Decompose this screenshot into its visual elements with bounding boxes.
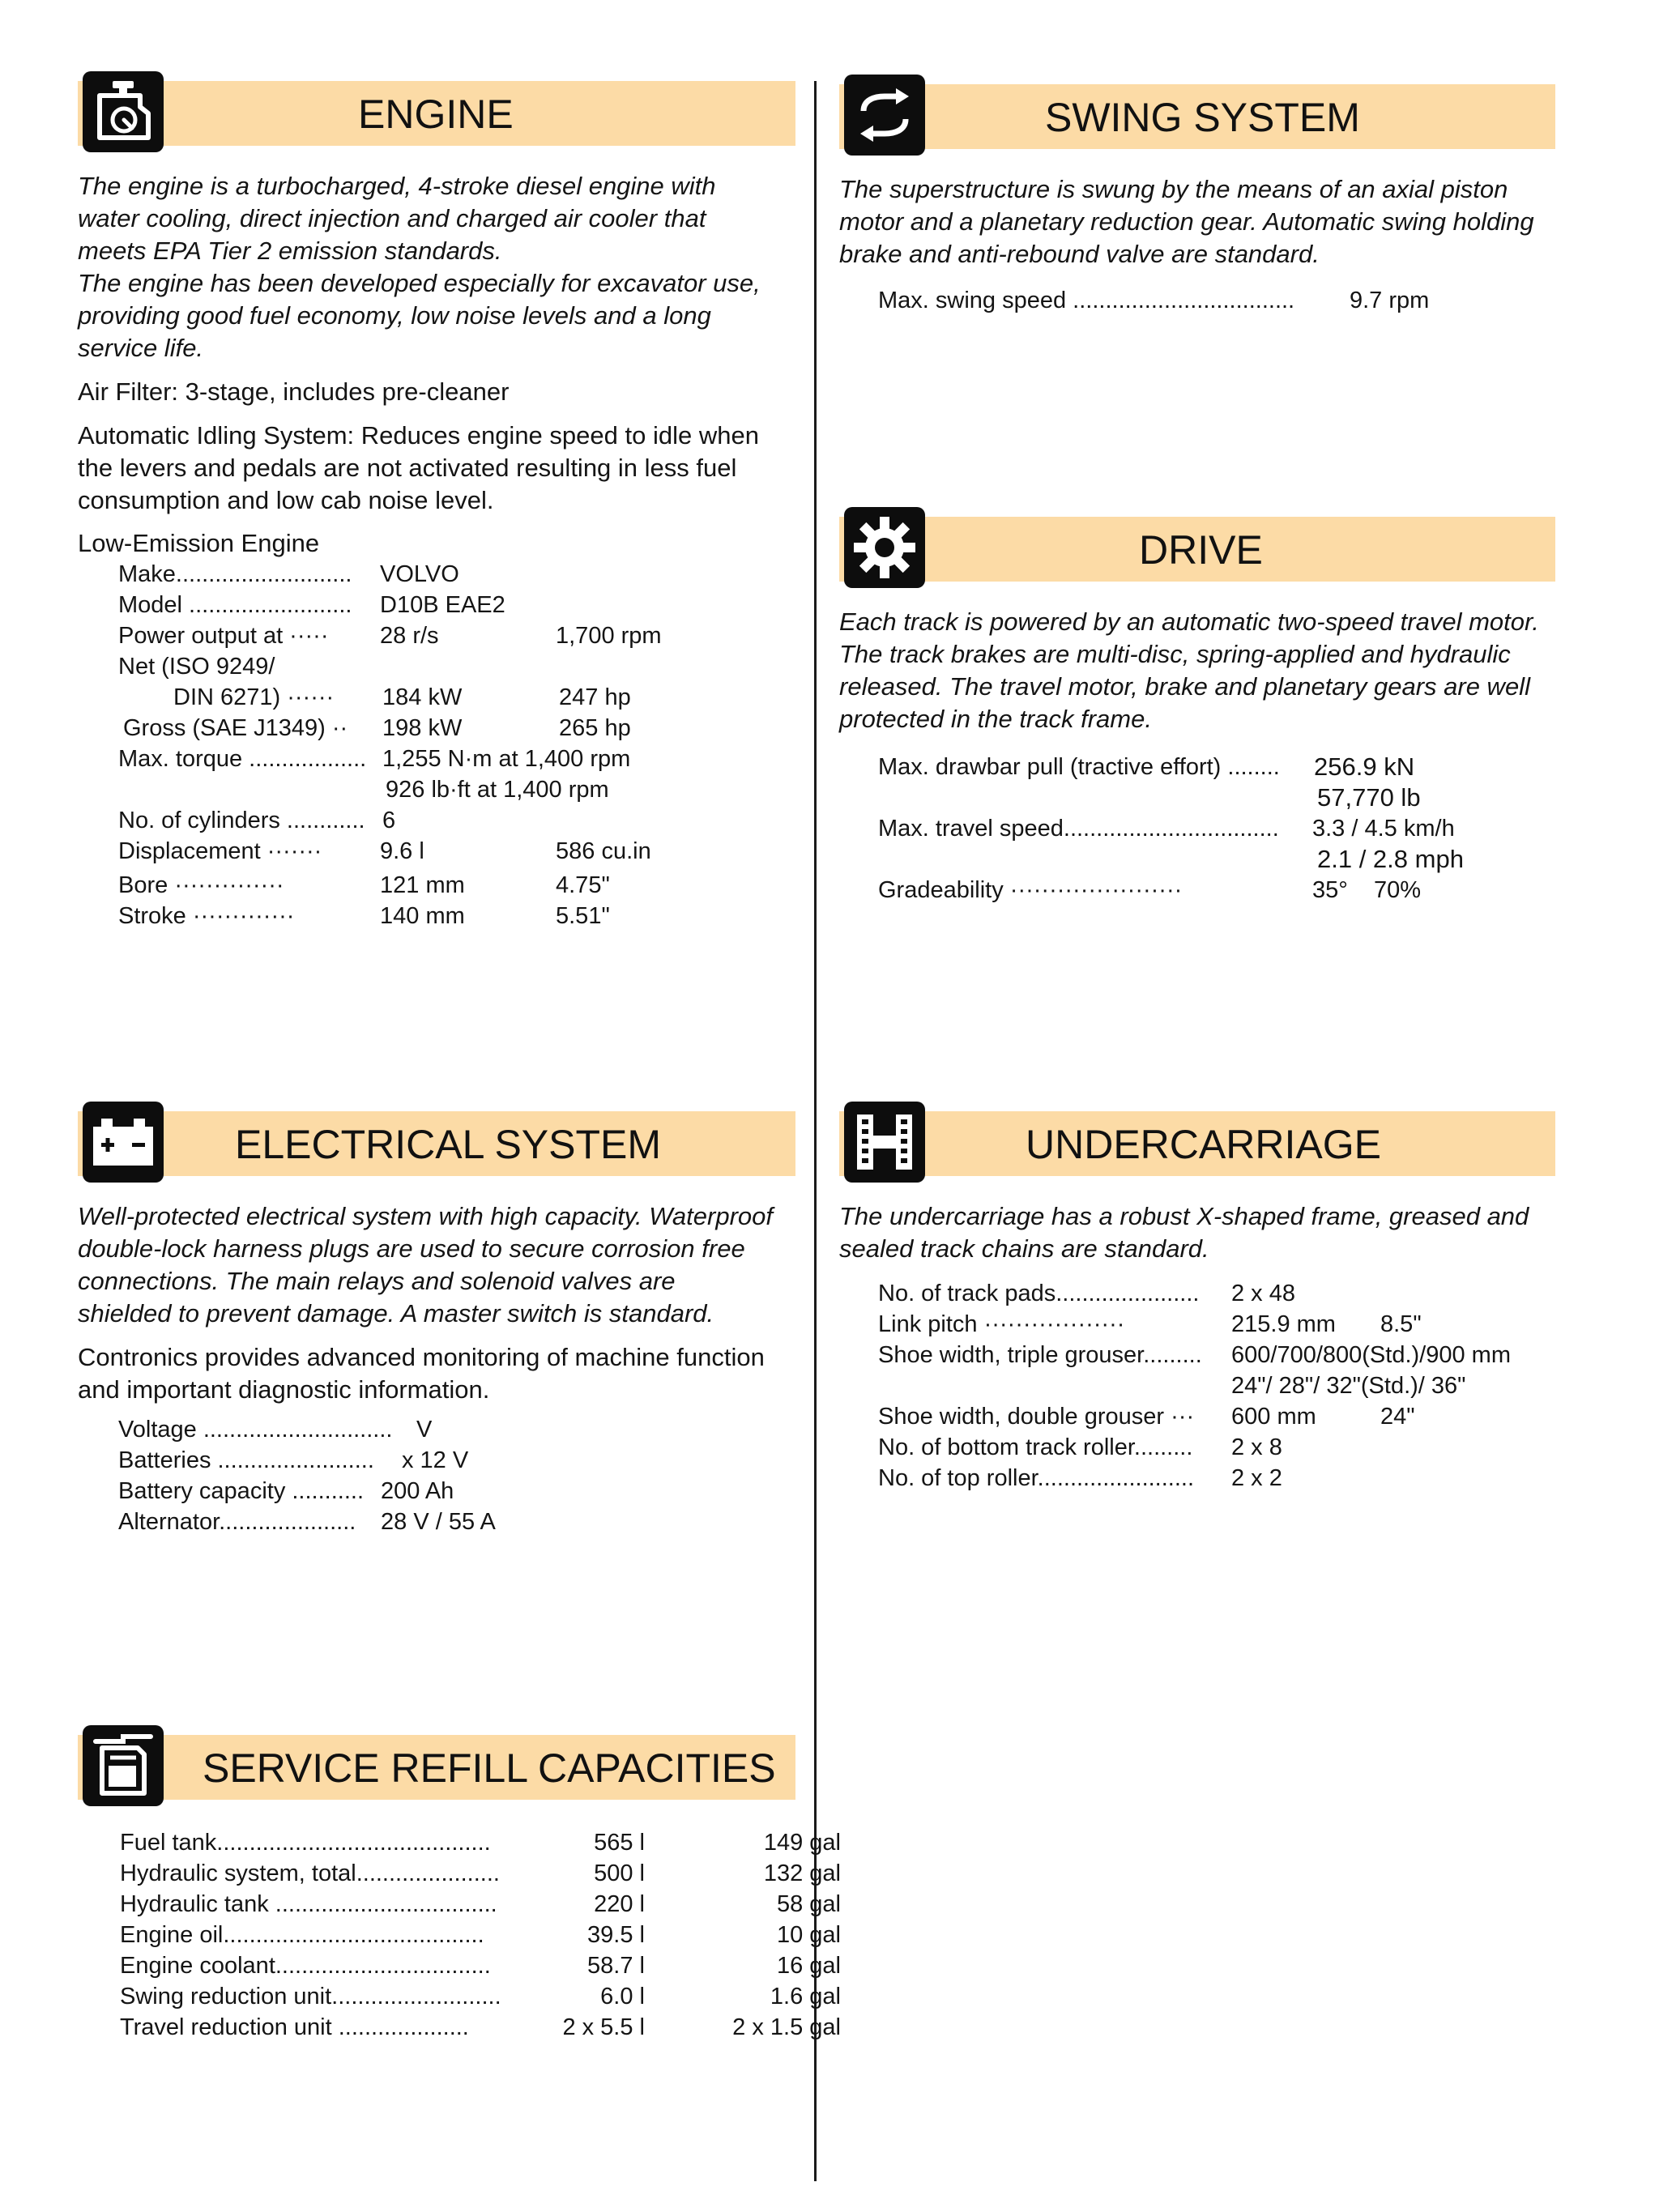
spec-label: Max. swing speed .................................. xyxy=(878,288,1295,313)
spec-row-gradeability xyxy=(839,875,1555,906)
spec-value: V xyxy=(416,1417,433,1443)
spec-row-power xyxy=(78,620,795,651)
spec-value: 28 V / 55 A xyxy=(381,1509,496,1535)
refill-label: Fuel tank.......................................... xyxy=(120,1830,491,1856)
spec-label: Battery capacity ........... xyxy=(118,1478,364,1504)
contronics-text: Contronics provides advanced monitoring of machine function and important diagnostic information. xyxy=(78,1343,765,1404)
spec-label: Shoe width, triple grouser......... xyxy=(878,1342,1202,1368)
air-filter-text: Air Filter: 3-stage, includes pre-cleaner xyxy=(78,377,510,406)
refill-label: Travel reduction unit .................... xyxy=(120,2014,469,2040)
spec-value: 200 Ah xyxy=(381,1478,454,1504)
spec-label: Alternator..................... xyxy=(118,1509,356,1535)
spec-label: Max. travel speed................................. xyxy=(878,816,1279,842)
swing-header xyxy=(839,84,1555,162)
refill-label: Hydraulic system, total...................... xyxy=(120,1860,500,1886)
spec-value: 6 xyxy=(382,808,396,833)
table-row xyxy=(78,1920,841,1950)
spec-label: Gradeability ······················ xyxy=(878,877,1183,903)
spec-value: 140 mm xyxy=(380,903,465,929)
spec-label: Max. torque .................. xyxy=(118,746,367,772)
electrical-intro: Well-protected electrical system with high capacity. Waterproof double-lock harness plugs are used to secure corrosion free connections. The main relays and solenoid valves are shielded to prevent damage. A master switch is standard. xyxy=(78,1202,774,1328)
spec-row-swing-speed xyxy=(839,285,1555,316)
spec-alt: 5.51" xyxy=(556,903,610,929)
gear-icon xyxy=(844,507,925,588)
spec-value: 215.9 mm xyxy=(1231,1311,1336,1337)
spec-row-model xyxy=(78,590,795,620)
spec-label: Displacement ······· xyxy=(118,838,322,864)
table-row xyxy=(78,1858,841,1889)
spec-row-triple-grouser-imperial xyxy=(839,1370,1555,1401)
undercarriage-header xyxy=(839,1111,1555,1189)
section-title: ENGINE xyxy=(358,92,514,137)
spec-value: 35° xyxy=(1312,877,1348,903)
refill-label: Engine coolant................................. xyxy=(120,1953,491,1979)
spec-value: 184 kW xyxy=(382,684,463,710)
spec-row-net xyxy=(78,651,795,682)
spec-alt: 265 hp xyxy=(559,715,631,741)
spec-value: 198 kW xyxy=(382,715,463,741)
spec-alt: 8.5" xyxy=(1380,1311,1422,1337)
engine-icon xyxy=(83,71,164,152)
table-row xyxy=(78,1889,841,1920)
spec-row-travel-speed xyxy=(839,813,1555,844)
refill-us: 132 gal xyxy=(763,1860,841,1886)
refill-section xyxy=(78,1735,841,2043)
spec-row-displacement xyxy=(78,836,795,867)
spec-value: 926 lb·ft at 1,400 rpm xyxy=(386,777,609,803)
spec-value: 600/700/800(Std.)/900 mm xyxy=(1231,1342,1511,1368)
spec-row-torque xyxy=(78,744,795,774)
spec-label: Power output at ····· xyxy=(118,623,329,649)
spec-value: 28 r/s xyxy=(380,623,439,649)
swing-intro: The superstructure is swung by the means of an axial piston motor and a planetary reduction gear. Automatic swing holding brake and anti-rebound valve are standard. xyxy=(839,175,1534,268)
spec-row-gross xyxy=(78,713,795,744)
spec-value: x 12 V xyxy=(402,1447,469,1473)
spec-label: No. of cylinders ............ xyxy=(118,808,365,833)
low-emission-heading: Low-Emission Engine xyxy=(78,529,320,557)
spec-alt: 4.75" xyxy=(556,872,610,898)
spec-alt: 70% xyxy=(1374,877,1422,903)
spec-row-alternator xyxy=(78,1507,795,1537)
section-title: SERVICE REFILL CAPACITIES xyxy=(203,1745,776,1791)
spec-value: D10B EAE2 xyxy=(380,592,505,618)
refill-metric: 6.0 l xyxy=(600,1984,645,2010)
undercarriage-intro: The undercarriage has a robust X-shaped frame, greased and sealed track chains are standard. xyxy=(839,1202,1529,1263)
spec-row-bottom-roller xyxy=(839,1432,1555,1463)
spec-row-track-pads xyxy=(839,1278,1555,1309)
section-title: ELECTRICAL SYSTEM xyxy=(235,1122,662,1167)
spec-label: Make........................... xyxy=(118,561,352,587)
spec-alt: 247 hp xyxy=(559,684,631,710)
spec-value: 9.6 l xyxy=(380,838,424,864)
refill-label: Swing reduction unit.......................... xyxy=(120,1984,501,2010)
refill-us: 1.6 gal xyxy=(770,1984,841,2010)
table-row xyxy=(78,1981,841,2012)
swing-section xyxy=(839,84,1555,316)
spec-row-stroke xyxy=(78,901,795,931)
refill-us: 58 gal xyxy=(776,1891,841,1917)
table-row xyxy=(78,1950,841,1981)
spec-row-voltage xyxy=(78,1414,795,1445)
refill-header xyxy=(78,1735,795,1813)
spec-row-bore xyxy=(78,870,795,901)
electrical-header xyxy=(78,1111,795,1189)
spec-value: 24"/ 28"/ 32"(Std.)/ 36" xyxy=(1231,1373,1466,1399)
spec-label: Model ......................... xyxy=(118,592,352,618)
spec-alt: 586 cu.in xyxy=(556,838,651,864)
spec-value: VOLVO xyxy=(380,561,459,587)
spec-label: Link pitch ·················· xyxy=(878,1311,1125,1337)
spec-row-torque-imperial xyxy=(78,774,795,805)
refill-us: 2 x 1.5 gal xyxy=(732,2014,841,2040)
section-title: SWING SYSTEM xyxy=(1045,95,1360,140)
spec-value: 2.1 / 2.8 mph xyxy=(1317,845,1464,873)
refill-metric: 565 l xyxy=(594,1830,645,1856)
spec-label: Bore ·············· xyxy=(118,872,284,898)
engine-intro-2: The engine has been developed especially for excavator use, providing good fuel economy, low noise levels and a long service life. xyxy=(78,269,761,362)
spec-alt: 1,700 rpm xyxy=(556,623,662,649)
spec-label: DIN 6271) ······ xyxy=(173,684,335,710)
refill-metric: 39.5 l xyxy=(587,1922,645,1948)
spec-row-travel-speed-imperial xyxy=(839,844,1555,875)
spec-label: Batteries ........................ xyxy=(118,1447,374,1473)
refill-label: Hydraulic tank .................................. xyxy=(120,1891,497,1917)
spec-label: Net (ISO 9249/ xyxy=(118,654,275,680)
spec-value: 2 x 2 xyxy=(1231,1465,1282,1491)
spec-value: 57,770 lb xyxy=(1317,783,1421,812)
fuel-can-icon xyxy=(83,1725,164,1806)
battery-icon xyxy=(83,1102,164,1183)
spec-row-make xyxy=(78,559,795,590)
spec-label: No. of top roller........................ xyxy=(878,1465,1195,1491)
electrical-section xyxy=(78,1111,795,1537)
spec-row-battery-capacity xyxy=(78,1476,795,1507)
engine-section xyxy=(78,81,795,931)
spec-row-top-roller xyxy=(839,1463,1555,1494)
refill-label: Engine oil........................................ xyxy=(120,1922,484,1948)
refill-us: 16 gal xyxy=(776,1953,841,1979)
spec-label: No. of bottom track roller......... xyxy=(878,1434,1193,1460)
spec-label: Voltage ............................. xyxy=(118,1417,393,1443)
idling-system-text: Automatic Idling System: Reduces engine speed to idle when the levers and pedals are not activated resulting in less fuel consumption and low cab noise level. xyxy=(78,421,759,514)
drive-header xyxy=(839,517,1555,595)
spec-row-drawbar-pull-imperial xyxy=(839,782,1555,813)
spec-value: 2 x 8 xyxy=(1231,1434,1282,1460)
section-title: UNDERCARRIAGE xyxy=(1026,1122,1381,1167)
spec-value: 600 mm xyxy=(1231,1404,1316,1430)
table-row xyxy=(78,1827,841,1858)
spec-row-link-pitch xyxy=(839,1309,1555,1340)
track-frame-icon xyxy=(844,1102,925,1183)
drive-intro: Each track is powered by an automatic two-speed travel motor. The track brakes are multi-disc, spring-applied and hydraulic released. The travel motor, brake and planetary gears are well protected in the track frame. xyxy=(839,607,1539,733)
refill-metric: 2 x 5.5 l xyxy=(562,2014,645,2040)
spec-value: 1,255 N·m at 1,400 rpm xyxy=(382,746,631,772)
spec-value: 2 x 48 xyxy=(1231,1281,1295,1306)
spec-label: Gross (SAE J1349) ·· xyxy=(123,715,348,741)
spec-row-din xyxy=(78,682,795,713)
spec-alt: 24" xyxy=(1380,1404,1415,1430)
spec-value: 256.9 kN xyxy=(1314,752,1415,781)
spec-row-triple-grouser xyxy=(839,1340,1555,1370)
spec-value: 9.7 rpm xyxy=(1350,288,1430,313)
spec-label: No. of track pads...................... xyxy=(878,1281,1200,1306)
refill-metric: 220 l xyxy=(594,1891,645,1917)
refill-table xyxy=(78,1827,841,2043)
spec-row-double-grouser xyxy=(839,1401,1555,1432)
section-title: DRIVE xyxy=(1139,527,1263,573)
spec-row-cylinders xyxy=(78,805,795,836)
spec-row-drawbar-pull xyxy=(839,752,1555,782)
swing-arrows-icon xyxy=(844,75,925,156)
engine-intro-1: The engine is a turbocharged, 4-stroke diesel engine with water cooling, direct injection and charged air cooler that meets EPA Tier 2 emission standards. xyxy=(78,172,716,265)
spec-label: Shoe width, double grouser ··· xyxy=(878,1404,1195,1430)
spec-label: Stroke ············· xyxy=(118,903,295,929)
spec-value: 121 mm xyxy=(380,872,465,898)
table-row xyxy=(78,2012,841,2043)
refill-metric: 58.7 l xyxy=(587,1953,645,1979)
refill-metric: 500 l xyxy=(594,1860,645,1886)
refill-us: 10 gal xyxy=(776,1922,841,1948)
engine-header xyxy=(78,81,795,159)
drive-section xyxy=(839,517,1555,906)
spec-value: 3.3 / 4.5 km/h xyxy=(1312,816,1455,842)
spec-row-batteries xyxy=(78,1445,795,1476)
refill-us: 149 gal xyxy=(763,1830,841,1856)
undercarriage-section xyxy=(839,1111,1555,1494)
spec-label: Max. drawbar pull (tractive effort) ........ xyxy=(878,754,1280,780)
